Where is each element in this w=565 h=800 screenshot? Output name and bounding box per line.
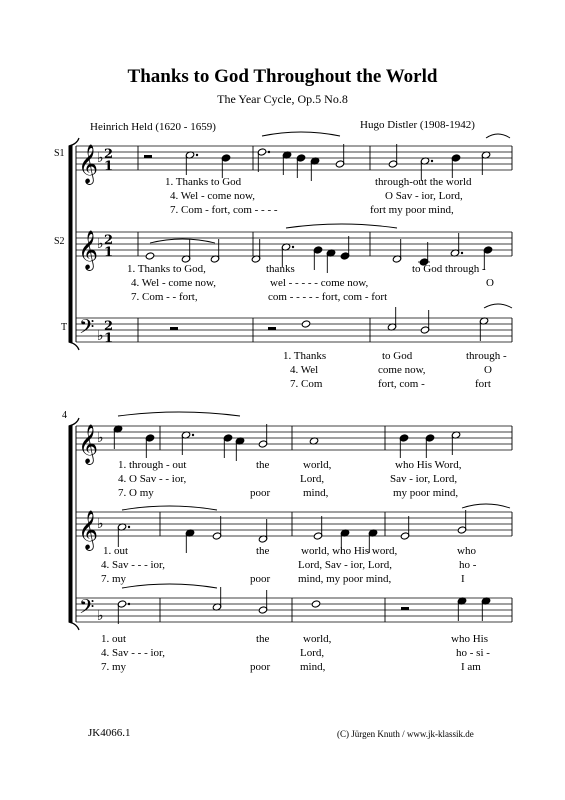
note <box>223 434 233 458</box>
flat-key-signature: ♭ <box>97 608 104 624</box>
measure-number: 4 <box>62 410 67 421</box>
note <box>400 516 410 540</box>
flat-key-signature: ♭ <box>97 236 104 252</box>
lyric-s1-sys2-v7-d: my poor mind, <box>393 487 459 499</box>
lyric-s2-sys2-v1-d: who <box>457 545 476 557</box>
note <box>313 246 323 270</box>
note <box>457 597 467 621</box>
time-signature-bottom: 1 <box>104 245 114 260</box>
slur <box>286 224 397 228</box>
copyright-notice: (C) Jürgen Knuth / www.jk-klassik.de <box>337 729 474 739</box>
treble-clef: 𝄞 <box>78 424 99 464</box>
dot <box>292 246 294 248</box>
lyric-s2-sys2-v4-c: ho - <box>459 559 477 571</box>
note <box>185 529 195 553</box>
system-bracket <box>69 426 72 622</box>
time-signature-top: 2 <box>104 319 114 334</box>
lyric-t-sys2-v7-b: poor <box>250 661 271 673</box>
note <box>185 151 198 175</box>
note <box>326 249 336 273</box>
lyric-t-sys2-v7-c: mind, <box>300 661 326 673</box>
note <box>313 516 323 540</box>
half-rest <box>144 155 152 158</box>
time-signature-top: 2 <box>104 233 114 248</box>
note <box>145 434 155 458</box>
note <box>258 519 268 543</box>
note <box>388 144 398 168</box>
time-signature-bottom: 1 <box>104 331 114 346</box>
note <box>117 523 130 547</box>
lyric-s2-sys2-v4-b: Lord, Sav - ior, Lord, <box>298 559 392 571</box>
lyric-s2-sys2-v7-b: poor <box>250 573 271 585</box>
lyric-t-v4-a: 4. Wel <box>290 364 319 376</box>
note <box>310 157 320 181</box>
half-rest <box>268 327 276 330</box>
system-bracket <box>69 146 72 342</box>
lyric-s2-sys2-v7-d: I <box>461 573 465 585</box>
lyric-t-sys2-v4-b: Lord, <box>300 647 325 659</box>
lyric-s2-sys2-v1-c: world, who His word, <box>301 545 398 557</box>
lyric-s1-v7-a: 7. Com - fort, com - - - - <box>170 204 278 216</box>
note <box>481 597 491 621</box>
lyric-t-sys2-v1-d: who His <box>451 633 488 645</box>
flat-key-signature: ♭ <box>97 150 104 166</box>
note <box>392 239 402 263</box>
lyric-t-v1-a: 1. Thanks <box>283 350 327 362</box>
lyric-s2-v1-c: to God through - <box>412 263 486 275</box>
slur <box>118 412 240 416</box>
note <box>420 310 430 334</box>
lyric-t-v1-b: to God <box>382 350 413 362</box>
note <box>235 437 245 461</box>
lyric-s2-v1-a: 1. Thanks to God, <box>127 263 206 275</box>
lyric-s2-v4-a: 4. Wel - come now, <box>131 277 216 289</box>
note <box>399 434 409 458</box>
catalog-number: JK4066.1 <box>88 727 131 739</box>
lyric-t-v4-c: O <box>484 364 492 376</box>
lyric-s1-sys2-v1-d: who His Word, <box>395 459 462 471</box>
lyric-s1-sys2-v4-b: Lord, <box>300 473 325 485</box>
lyric-s1-sys2-v4-a: 4. O Sav - - ior, <box>118 473 187 485</box>
lyric-s2-v7-a: 7. Com - - fort, <box>131 291 198 303</box>
treble-clef: 𝄞 <box>78 510 99 550</box>
note <box>425 434 435 458</box>
lyric-t-sys2-v1-b: the <box>256 633 270 645</box>
piece-subtitle: The Year Cycle, Op.5 No.8 <box>217 92 348 106</box>
note <box>450 233 463 257</box>
note <box>181 431 194 455</box>
note <box>212 516 222 540</box>
note <box>481 151 491 175</box>
note <box>387 307 397 331</box>
lyric-t-sys2-v4-a: 4. Sav - - - ior, <box>101 647 166 659</box>
bass-clef: 𝄢 <box>79 595 95 623</box>
slur <box>486 134 510 138</box>
lyric-s1-sys2-v1-a: 1. through - out <box>118 459 187 471</box>
note <box>340 236 350 260</box>
lyric-t-sys2-v1-c: world, <box>303 633 332 645</box>
lyric-s1-sys2-v7-c: mind, <box>303 487 329 499</box>
lyric-s2-sys2-v1-a: 1. out <box>103 545 129 557</box>
note <box>221 154 231 178</box>
dot <box>128 603 130 605</box>
lyric-t-sys2-v1-a: 1. out <box>101 633 127 645</box>
slur <box>262 132 340 136</box>
lyric-s1-sys2-v1-c: world, <box>303 459 332 471</box>
lyric-s1-sys2-v4-c: Sav - ior, Lord, <box>390 473 458 485</box>
note <box>296 154 306 178</box>
dot <box>431 160 433 162</box>
lyric-s2-sys2-v4-a: 4. Sav - - - ior, <box>101 559 166 571</box>
half-rest <box>170 327 178 330</box>
lyric-t-v7-c: fort <box>475 378 491 390</box>
note <box>257 148 270 172</box>
dot <box>268 151 270 153</box>
note <box>212 587 222 611</box>
time-signature-bottom: 1 <box>104 159 114 174</box>
slur <box>122 584 217 588</box>
dot <box>196 154 198 156</box>
flat-key-signature: ♭ <box>97 516 104 532</box>
dot <box>128 526 130 528</box>
notehead <box>145 252 155 260</box>
treble-clef: 𝄞 <box>78 230 99 270</box>
lyric-s2-sys2-v1-b: the <box>256 545 270 557</box>
note <box>181 239 191 263</box>
dot <box>461 252 463 254</box>
slur <box>122 506 217 510</box>
lyric-s1-v7-b: fort my poor mind, <box>370 204 454 216</box>
slur <box>484 304 512 308</box>
lyric-s1-sys2-v7-b: poor <box>250 487 271 499</box>
slur <box>150 239 215 243</box>
lyric-t-sys2-v7-d: I am <box>461 661 481 673</box>
composer-credit: Hugo Distler (1908-1942) <box>360 119 475 131</box>
lyric-s1-sys2-v7-a: 7. O my <box>118 487 154 499</box>
time-signature-top: 2 <box>104 147 114 162</box>
lyric-t-v1-c: through - <box>466 350 507 362</box>
lyric-t-v7-b: fort, com - <box>378 378 425 390</box>
lyricist-credit: Heinrich Held (1620 - 1659) <box>90 121 216 133</box>
piece-title: Thanks to God Throughout the World <box>127 66 438 87</box>
lyric-s2-v7-b: com - - - - - fort, com - fort <box>268 291 388 303</box>
note <box>301 320 311 328</box>
dot <box>192 434 194 436</box>
treble-clef: 𝄞 <box>78 144 99 184</box>
note <box>258 424 268 448</box>
voice-label-s1: S1 <box>54 148 65 159</box>
bracket-hook <box>69 622 79 630</box>
note <box>145 252 155 260</box>
lyric-t-sys2-v7-a: 7. my <box>101 661 127 673</box>
lyric-t-v4-b: come now, <box>378 364 426 376</box>
note <box>335 144 345 168</box>
lyric-s2-v1-b: thanks <box>266 263 295 275</box>
lyric-s1-sys2-v1-b: the <box>256 459 270 471</box>
lyric-t-sys2-v4-c: ho - si - <box>456 647 490 659</box>
note <box>479 317 489 341</box>
lyric-s2-v4-c: O <box>486 277 494 289</box>
note <box>457 510 467 534</box>
lyric-s2-sys2-v7-c: mind, my poor mind, <box>298 573 392 585</box>
note <box>451 431 461 455</box>
note <box>113 425 123 449</box>
note <box>451 154 461 178</box>
note <box>282 151 292 175</box>
lyric-s1-v1-a: 1. Thanks to God <box>165 176 242 188</box>
half-rest <box>401 607 409 610</box>
voice-label-s2: S2 <box>54 236 65 247</box>
lyric-s1-v4-a: 4. Wel - come now, <box>170 190 255 202</box>
lyric-t-v7-a: 7. Com <box>290 378 323 390</box>
flat-key-signature: ♭ <box>97 328 104 344</box>
note <box>117 600 130 624</box>
notehead <box>301 320 311 328</box>
note <box>258 590 268 614</box>
slur <box>462 504 510 508</box>
flat-key-signature: ♭ <box>97 430 104 446</box>
lyric-s1-v1-b: through-out the world <box>375 176 472 188</box>
bass-clef: 𝄢 <box>79 315 95 343</box>
voice-label-t: T <box>61 322 68 333</box>
bracket-hook <box>69 342 79 350</box>
lyric-s2-sys2-v7-a: 7. my <box>101 573 127 585</box>
note <box>311 600 321 608</box>
lyric-s2-v4-b: wel - - - - - come now, <box>270 277 369 289</box>
notehead <box>311 600 321 608</box>
lyric-s1-v4-b: O Sav - ior, Lord, <box>385 190 463 202</box>
